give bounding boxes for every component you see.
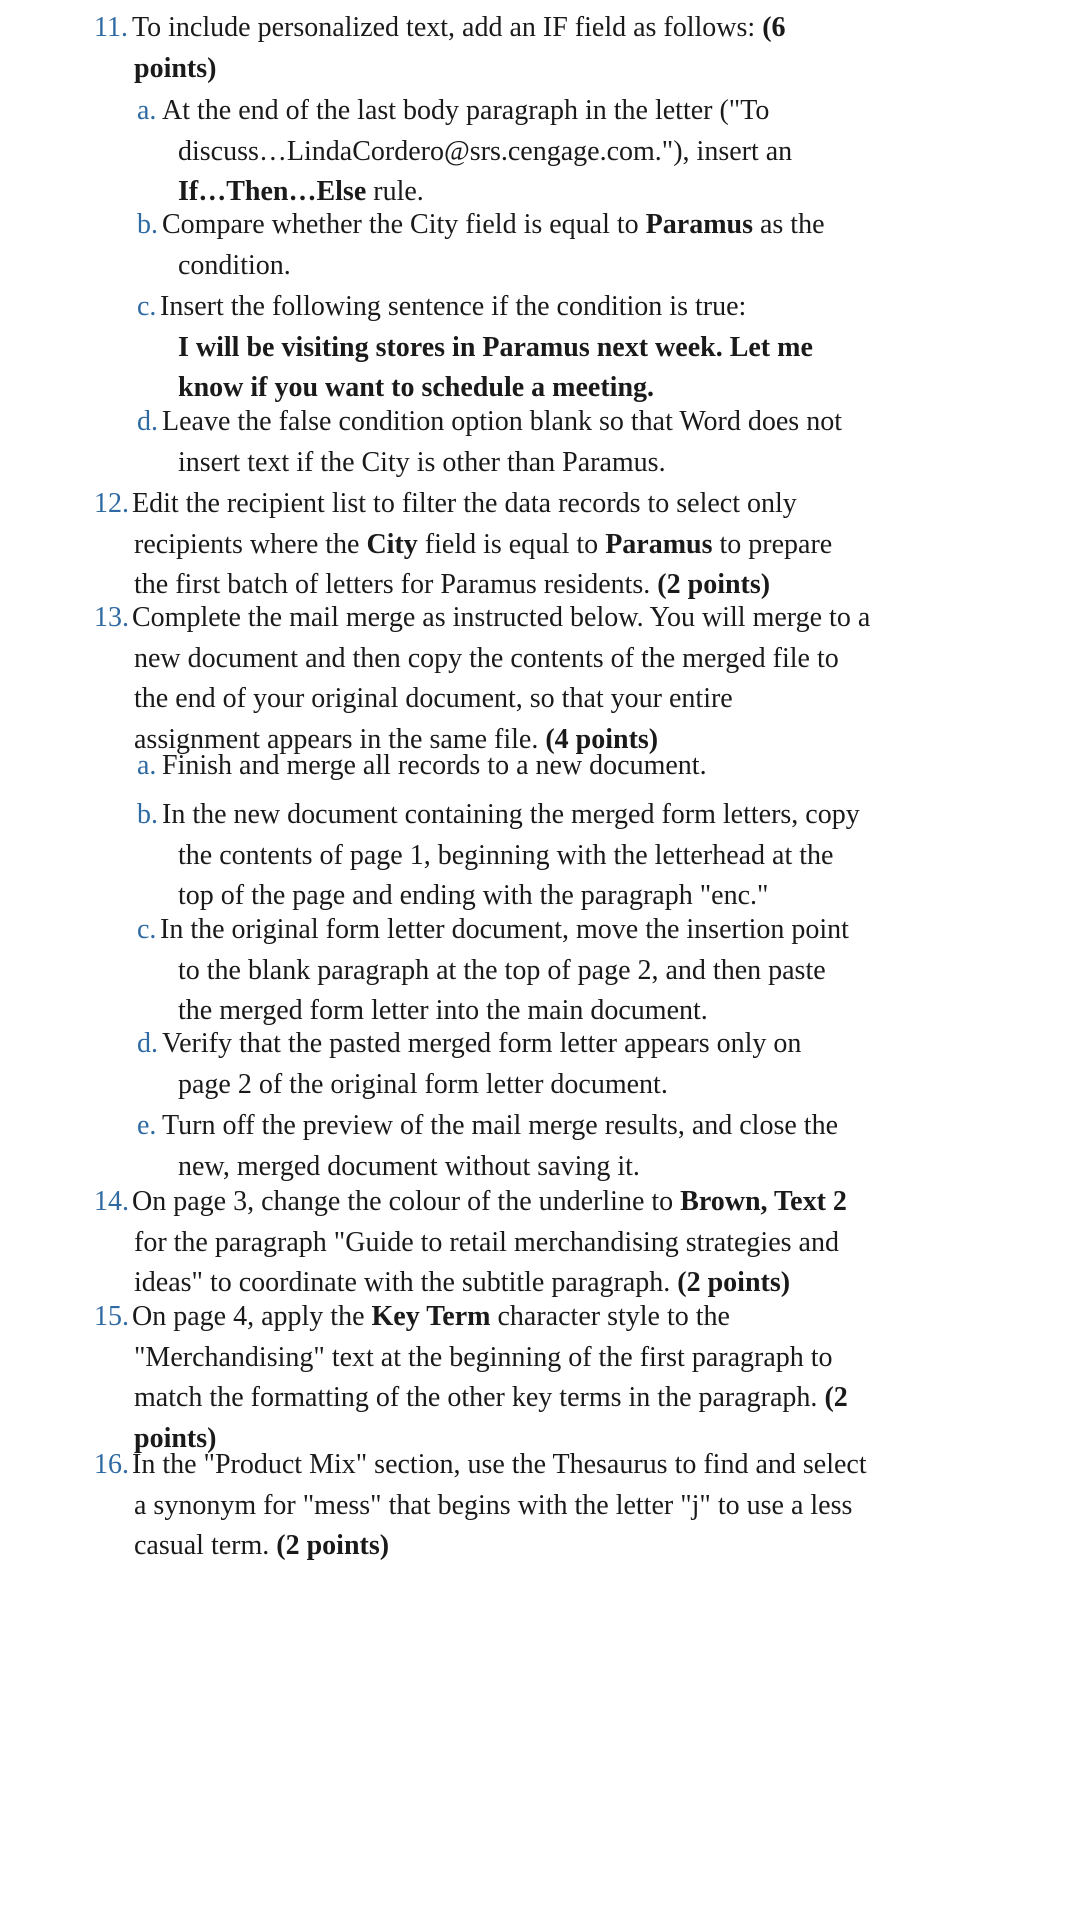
- bold-text: (2 points): [677, 1267, 791, 1298]
- text-run: At the end of the last body paragraph in the letter ("To: [162, 95, 770, 126]
- item-text-line: [134, 1378, 848, 1419]
- sub-item-letter: c.: [137, 291, 157, 322]
- sub-item-letter: b.: [137, 799, 158, 830]
- text-run: the first batch of letters for Paramus residents.: [134, 569, 658, 600]
- text-run: to prepare: [712, 528, 833, 560]
- bold-text: (2 points): [657, 569, 771, 600]
- bold-text: Brown, Text 2: [680, 1186, 847, 1217]
- sub-item-text-line: [160, 910, 849, 951]
- bold-text: (2: [824, 1382, 848, 1413]
- text-run: for the paragraph "Guide to retail merchandising strategies and: [134, 1226, 839, 1258]
- sub-item-text-line: [162, 402, 842, 443]
- item-text-line: [134, 525, 832, 566]
- bold-text: Paramus: [605, 528, 713, 560]
- item-text-line: [132, 8, 786, 49]
- item-text-line: [134, 1338, 833, 1379]
- bold-text: know if you want to schedule a meeting.: [178, 372, 655, 403]
- text-run: Finish and merge all records to a new document.: [162, 750, 707, 781]
- text-run: recipients where the: [134, 528, 367, 560]
- sub-item-letter: c.: [137, 914, 157, 945]
- sub-item-text-line: [178, 132, 792, 173]
- text-run: page 2 of the original form letter document.: [178, 1068, 668, 1100]
- bold-text: City: [366, 528, 418, 560]
- sub-item-letter: d.: [137, 1028, 158, 1059]
- bold-text: If…Then…Else: [178, 176, 367, 207]
- item-text-line: [132, 1445, 867, 1486]
- item-number: 14.: [94, 1186, 129, 1217]
- item-text-line: [132, 484, 797, 525]
- sub-item-text-line: [178, 1147, 640, 1188]
- text-run: the end of your original document, so that your entire: [134, 683, 733, 714]
- text-run: the contents of page 1, beginning with the letterhead at the: [178, 839, 834, 871]
- bold-text: Key Term: [371, 1301, 491, 1332]
- text-run: In the original form letter document, move the insertion point: [160, 914, 849, 945]
- item-number: 15.: [94, 1301, 129, 1332]
- text-run: In the new document containing the merged form letters, copy: [162, 799, 860, 830]
- bold-text: I will be visiting stores in Paramus next week. Let me: [178, 331, 813, 363]
- text-run: as the: [752, 209, 825, 240]
- sub-item-letter: b.: [137, 209, 158, 240]
- text-run: field is equal to: [417, 528, 606, 560]
- text-run: On page 4, apply the: [132, 1301, 372, 1332]
- text-run: casual term.: [134, 1530, 277, 1561]
- item-number: 16.: [94, 1449, 129, 1480]
- item-text-line: [134, 49, 216, 90]
- text-run: discuss…LindaCordero@srs.cengage.com."), insert an: [178, 135, 793, 167]
- sub-item-letter: d.: [137, 406, 158, 437]
- item-text-line: [132, 1297, 730, 1338]
- text-run: new document and then copy the contents of the merged file to: [134, 642, 839, 674]
- text-run: the merged form letter into the main document.: [178, 995, 708, 1026]
- sub-item-text-line: [162, 91, 769, 132]
- text-run: assignment appears in the same file.: [134, 723, 546, 755]
- text-run: Insert the following sentence if the condition is true:: [160, 291, 747, 322]
- text-run: In the "Product Mix" section, use the Thesaurus to find and select: [132, 1449, 867, 1480]
- text-run: character style to the: [490, 1301, 730, 1332]
- text-run: ideas" to coordinate with the subtitle paragraph.: [134, 1267, 678, 1298]
- text-run: match the formatting of the other key terms in the paragraph.: [134, 1382, 825, 1413]
- item-text-line: [134, 1223, 839, 1264]
- text-run: Compare whether the City field is equal to: [162, 209, 646, 240]
- sub-item-letter: a.: [137, 750, 157, 781]
- text-run: To include personalized text, add an IF field as follows:: [132, 12, 763, 43]
- text-run: rule.: [366, 176, 424, 207]
- sub-item-text-line: [162, 746, 707, 787]
- text-run: Complete the mail merge as instructed below. You will merge to a: [132, 602, 871, 633]
- sub-item-text-line: [162, 1024, 801, 1065]
- text-run: top of the page and ending with the paragraph "enc.": [178, 880, 769, 911]
- sub-item-letter: a.: [137, 95, 157, 126]
- text-run: to the blank paragraph at the top of page 2, and then paste: [178, 954, 826, 986]
- text-run: On page 3, change the colour of the underline to: [132, 1186, 681, 1217]
- item-number: 11.: [94, 12, 128, 43]
- text-run: new, merged document without saving it.: [178, 1150, 640, 1182]
- text-run: Verify that the pasted merged form letter appears only on: [162, 1028, 802, 1059]
- item-text-line: [134, 1486, 852, 1527]
- sub-item-text-line: [162, 795, 860, 836]
- item-text-line: [134, 679, 733, 720]
- sub-item-text-line: [162, 205, 825, 246]
- text-run: Leave the false condition option blank so that Word does not: [162, 406, 842, 437]
- bold-text: (4 points): [545, 723, 659, 755]
- sub-item-text-line: [178, 836, 833, 877]
- sub-item-text-line: [162, 1106, 838, 1147]
- sub-item-text-line: [178, 246, 291, 287]
- bold-text: points): [134, 52, 217, 84]
- text-run: condition.: [178, 249, 291, 281]
- sub-item-text-line: [178, 328, 813, 369]
- bold-text: points): [134, 1422, 217, 1454]
- text-run: Edit the recipient list to filter the data records to select only: [132, 488, 797, 519]
- sub-item-text-line: [160, 287, 746, 328]
- text-run: a synonym for "mess" that begins with the letter "j" to use a less: [134, 1489, 853, 1521]
- sub-item-text-line: [178, 951, 826, 992]
- sub-item-text-line: [178, 443, 666, 484]
- item-text-line: [134, 1526, 389, 1567]
- bold-text: Paramus: [645, 209, 753, 240]
- bold-text: (6: [762, 12, 786, 43]
- item-text-line: [132, 1182, 847, 1223]
- sub-item-letter: e.: [137, 1110, 157, 1141]
- item-number: 13.: [94, 602, 129, 633]
- item-text-line: [132, 598, 870, 639]
- text-run: Turn off the preview of the mail merge results, and close the: [162, 1110, 838, 1141]
- bold-text: (2 points): [276, 1530, 390, 1561]
- item-text-line: [134, 639, 839, 680]
- item-number: 12.: [94, 488, 129, 519]
- text-run: insert text if the City is other than Paramus.: [178, 446, 666, 478]
- text-run: "Merchandising" text at the beginning of the first paragraph to: [134, 1341, 833, 1373]
- sub-item-text-line: [178, 1065, 668, 1106]
